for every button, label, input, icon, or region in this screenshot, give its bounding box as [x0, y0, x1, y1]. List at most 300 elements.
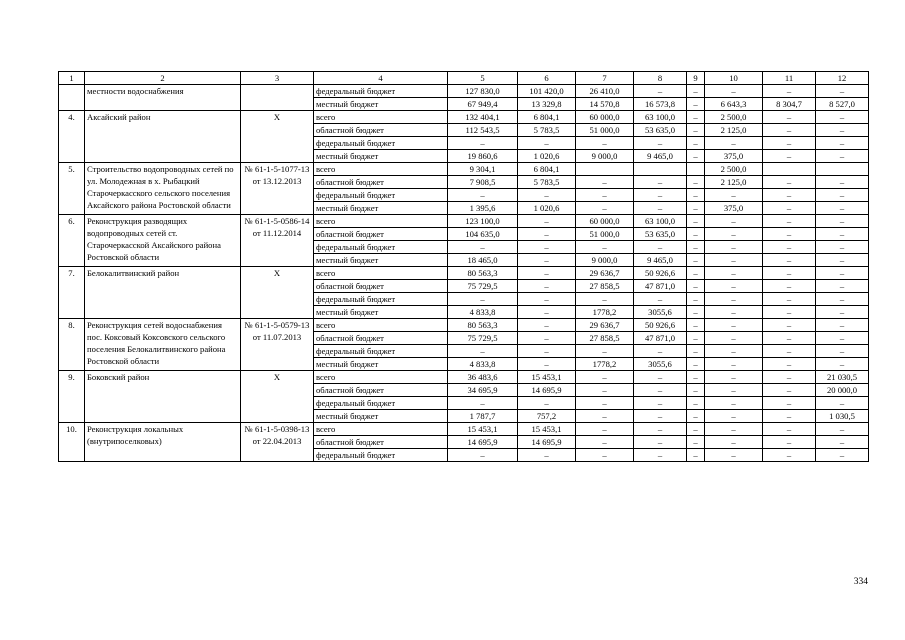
value-cell: – — [518, 293, 576, 306]
value-cell: 67 949,4 — [448, 98, 518, 111]
value-cell: 29 636,7 — [576, 267, 634, 280]
value-cell: – — [705, 267, 763, 280]
value-cell: – — [518, 332, 576, 345]
value-cell: – — [763, 254, 816, 267]
value-cell: – — [448, 397, 518, 410]
table-row — [59, 267, 869, 280]
value-cell: – — [763, 176, 816, 189]
value-cell: 1 020,6 — [518, 202, 576, 215]
value-cell: 19 860,6 — [448, 150, 518, 163]
value-cell: 3055,6 — [634, 306, 687, 319]
header-cell: 9 — [687, 72, 705, 85]
value-cell: – — [763, 410, 816, 423]
value-cell: 101 420,0 — [518, 85, 576, 98]
value-cell: – — [687, 85, 705, 98]
value-cell: – — [705, 371, 763, 384]
value-cell: – — [705, 423, 763, 436]
value-cell: – — [448, 189, 518, 202]
header-cell: 6 — [518, 72, 576, 85]
budget-source-cell: местный бюджет — [314, 306, 448, 319]
value-cell: – — [634, 85, 687, 98]
value-cell: – — [687, 267, 705, 280]
value-cell: 15 453,1 — [448, 423, 518, 436]
budget-source-cell: областной бюджет — [314, 176, 448, 189]
table-row — [59, 371, 869, 384]
value-cell: – — [634, 241, 687, 254]
value-cell: – — [705, 254, 763, 267]
value-cell: – — [448, 137, 518, 150]
value-cell: 2 500,0 — [705, 163, 763, 176]
value-cell: 5 783,5 — [518, 176, 576, 189]
value-cell: – — [763, 267, 816, 280]
budget-source-cell: областной бюджет — [314, 228, 448, 241]
value-cell: – — [763, 137, 816, 150]
value-cell: – — [687, 410, 705, 423]
value-cell: – — [816, 150, 869, 163]
value-cell: – — [705, 332, 763, 345]
value-cell: – — [705, 293, 763, 306]
value-cell: – — [634, 397, 687, 410]
value-cell: – — [576, 423, 634, 436]
value-cell: – — [763, 358, 816, 371]
budget-source-cell: местный бюджет — [314, 98, 448, 111]
value-cell: – — [634, 137, 687, 150]
budget-source-cell: всего — [314, 423, 448, 436]
value-cell: – — [687, 384, 705, 397]
value-cell — [576, 163, 634, 176]
value-cell: 16 573,8 — [634, 98, 687, 111]
table-row — [59, 163, 869, 176]
value-cell: – — [705, 280, 763, 293]
value-cell: – — [705, 449, 763, 462]
value-cell: – — [705, 306, 763, 319]
value-cell: – — [634, 436, 687, 449]
value-cell: – — [687, 202, 705, 215]
value-cell: – — [518, 280, 576, 293]
value-cell: 21 030,5 — [816, 371, 869, 384]
value-cell: – — [763, 319, 816, 332]
value-cell: – — [518, 358, 576, 371]
value-cell: – — [634, 410, 687, 423]
value-cell: – — [763, 397, 816, 410]
value-cell: – — [763, 332, 816, 345]
value-cell: 15 453,1 — [518, 371, 576, 384]
header-cell: 1 — [59, 72, 85, 85]
value-cell: – — [634, 189, 687, 202]
item-number: 9. — [59, 371, 85, 423]
value-cell: – — [816, 423, 869, 436]
value-cell: 1 787,7 — [448, 410, 518, 423]
value-cell: – — [763, 215, 816, 228]
budget-source-cell: федеральный бюджет — [314, 189, 448, 202]
value-cell: 60 000,0 — [576, 215, 634, 228]
budget-source-cell: всего — [314, 371, 448, 384]
value-cell: – — [687, 137, 705, 150]
value-cell: – — [687, 215, 705, 228]
value-cell: 1 030,5 — [816, 410, 869, 423]
item-reference: Х — [241, 267, 314, 319]
table-row — [59, 423, 869, 436]
value-cell: – — [687, 423, 705, 436]
value-cell: – — [705, 410, 763, 423]
value-cell: – — [763, 449, 816, 462]
value-cell: 75 729,5 — [448, 332, 518, 345]
budget-source-cell: местный бюджет — [314, 358, 448, 371]
item-number: 8. — [59, 319, 85, 371]
value-cell: 3055,6 — [634, 358, 687, 371]
value-cell: 47 871,0 — [634, 280, 687, 293]
value-cell: 50 926,6 — [634, 267, 687, 280]
value-cell: – — [816, 319, 869, 332]
value-cell: 2 500,0 — [705, 111, 763, 124]
header-cell: 11 — [763, 72, 816, 85]
value-cell: – — [634, 423, 687, 436]
value-cell: 132 404,1 — [448, 111, 518, 124]
value-cell: – — [816, 436, 869, 449]
budget-source-cell: областной бюджет — [314, 332, 448, 345]
value-cell: – — [518, 449, 576, 462]
value-cell: – — [576, 202, 634, 215]
value-cell: – — [816, 215, 869, 228]
value-cell: – — [576, 436, 634, 449]
value-cell: 18 465,0 — [448, 254, 518, 267]
item-reference: Х — [241, 111, 314, 163]
value-cell: – — [705, 189, 763, 202]
value-cell: 20 000,0 — [816, 384, 869, 397]
budget-source-cell: федеральный бюджет — [314, 449, 448, 462]
budget-source-cell: федеральный бюджет — [314, 137, 448, 150]
item-reference — [241, 85, 314, 111]
budget-source-cell: местный бюджет — [314, 410, 448, 423]
item-reference: № 61-1-5-0579-13 от 11.07.2013 — [241, 319, 314, 371]
value-cell: 75 729,5 — [448, 280, 518, 293]
value-cell: – — [448, 345, 518, 358]
value-cell: 9 465,0 — [634, 254, 687, 267]
header-cell: 12 — [816, 72, 869, 85]
value-cell: – — [687, 228, 705, 241]
value-cell: 1778,2 — [576, 306, 634, 319]
value-cell: – — [816, 449, 869, 462]
value-cell: – — [763, 124, 816, 137]
value-cell: – — [763, 306, 816, 319]
value-cell: – — [518, 319, 576, 332]
budget-source-cell: местный бюджет — [314, 254, 448, 267]
value-cell: 27 858,5 — [576, 280, 634, 293]
item-name: Боковский район — [85, 371, 241, 423]
value-cell: – — [634, 202, 687, 215]
value-cell: 50 926,6 — [634, 319, 687, 332]
value-cell: – — [634, 449, 687, 462]
value-cell: – — [518, 241, 576, 254]
value-cell: – — [448, 241, 518, 254]
value-cell: 9 000,0 — [576, 150, 634, 163]
value-cell: – — [687, 293, 705, 306]
value-cell: – — [687, 306, 705, 319]
value-cell: – — [518, 397, 576, 410]
value-cell: – — [518, 267, 576, 280]
value-cell: – — [763, 436, 816, 449]
value-cell: – — [705, 319, 763, 332]
item-name: Строительство водопроводных сетей по ул. Молодежная в х. Рыбацкий Старочеркасского сельского поселения Аксайского района Ростовской области — [85, 163, 241, 215]
value-cell: 36 483,6 — [448, 371, 518, 384]
value-cell: 60 000,0 — [576, 111, 634, 124]
value-cell: 757,2 — [518, 410, 576, 423]
budget-source-cell: областной бюджет — [314, 124, 448, 137]
value-cell: 53 635,0 — [634, 124, 687, 137]
header-cell: 8 — [634, 72, 687, 85]
budget-source-cell: всего — [314, 163, 448, 176]
value-cell: – — [448, 449, 518, 462]
item-reference: Х — [241, 371, 314, 423]
value-cell: – — [705, 241, 763, 254]
value-cell — [763, 163, 816, 176]
value-cell: 9 465,0 — [634, 150, 687, 163]
value-cell: – — [576, 189, 634, 202]
value-cell: 9 304,1 — [448, 163, 518, 176]
value-cell: – — [518, 306, 576, 319]
header-cell: 5 — [448, 72, 518, 85]
item-number: 10. — [59, 423, 85, 462]
value-cell: – — [576, 410, 634, 423]
value-cell: – — [518, 345, 576, 358]
value-cell: – — [448, 293, 518, 306]
value-cell: 53 635,0 — [634, 228, 687, 241]
value-cell: – — [816, 137, 869, 150]
budget-source-cell: областной бюджет — [314, 384, 448, 397]
value-cell: – — [763, 241, 816, 254]
value-cell: 34 695,9 — [448, 384, 518, 397]
value-cell: – — [763, 384, 816, 397]
budget-source-cell: всего — [314, 111, 448, 124]
value-cell: 2 125,0 — [705, 124, 763, 137]
value-cell: – — [816, 202, 869, 215]
value-cell: – — [576, 137, 634, 150]
value-cell: – — [763, 345, 816, 358]
value-cell: 51 000,0 — [576, 228, 634, 241]
value-cell: – — [816, 176, 869, 189]
item-reference: № 61-1-5-1077-13 от 13.12.2013 — [241, 163, 314, 215]
value-cell: – — [816, 280, 869, 293]
budget-source-cell: местный бюджет — [314, 202, 448, 215]
value-cell: – — [705, 228, 763, 241]
value-cell: – — [687, 332, 705, 345]
value-cell: 375,0 — [705, 150, 763, 163]
value-cell: – — [705, 345, 763, 358]
value-cell: 1 020,6 — [518, 150, 576, 163]
value-cell: 6 804,1 — [518, 163, 576, 176]
value-cell: – — [687, 436, 705, 449]
budget-source-cell: федеральный бюджет — [314, 85, 448, 98]
value-cell: – — [518, 254, 576, 267]
value-cell: – — [763, 280, 816, 293]
value-cell: – — [687, 124, 705, 137]
value-cell: – — [763, 228, 816, 241]
value-cell: – — [687, 358, 705, 371]
value-cell: 112 543,5 — [448, 124, 518, 137]
value-cell: – — [687, 345, 705, 358]
value-cell: – — [687, 449, 705, 462]
value-cell: – — [576, 176, 634, 189]
value-cell: – — [705, 85, 763, 98]
value-cell: – — [816, 397, 869, 410]
value-cell: – — [705, 137, 763, 150]
value-cell: – — [687, 176, 705, 189]
value-cell: 123 100,0 — [448, 215, 518, 228]
value-cell: 1778,2 — [576, 358, 634, 371]
value-cell: 63 100,0 — [634, 111, 687, 124]
value-cell: – — [705, 436, 763, 449]
budget-source-cell: федеральный бюджет — [314, 293, 448, 306]
budget-source-cell: всего — [314, 215, 448, 228]
value-cell: – — [816, 345, 869, 358]
value-cell: – — [763, 150, 816, 163]
table-row — [59, 319, 869, 332]
item-number: 4. — [59, 111, 85, 163]
value-cell: – — [816, 358, 869, 371]
value-cell: – — [763, 423, 816, 436]
document-page — [58, 71, 868, 462]
value-cell: 14 570,8 — [576, 98, 634, 111]
value-cell: – — [816, 332, 869, 345]
value-cell: – — [687, 189, 705, 202]
value-cell: – — [816, 111, 869, 124]
value-cell: – — [816, 124, 869, 137]
value-cell: – — [576, 449, 634, 462]
value-cell: – — [687, 319, 705, 332]
value-cell: 29 636,7 — [576, 319, 634, 332]
value-cell: – — [687, 371, 705, 384]
value-cell: – — [634, 345, 687, 358]
value-cell — [634, 163, 687, 176]
value-cell: 14 695,9 — [448, 436, 518, 449]
value-cell: – — [687, 280, 705, 293]
value-cell: – — [518, 215, 576, 228]
header-cell: 10 — [705, 72, 763, 85]
value-cell: – — [634, 371, 687, 384]
value-cell: 63 100,0 — [634, 215, 687, 228]
value-cell: – — [763, 189, 816, 202]
value-cell: – — [763, 111, 816, 124]
table-row — [59, 215, 869, 228]
item-number — [59, 85, 85, 111]
value-cell — [816, 163, 869, 176]
budget-table — [58, 71, 869, 462]
header-cell: 3 — [241, 72, 314, 85]
value-cell: – — [816, 306, 869, 319]
header-row — [59, 72, 869, 85]
value-cell: – — [763, 85, 816, 98]
value-cell: – — [816, 267, 869, 280]
value-cell: 80 563,3 — [448, 267, 518, 280]
budget-source-cell: областной бюджет — [314, 280, 448, 293]
value-cell: – — [634, 176, 687, 189]
header-cell: 4 — [314, 72, 448, 85]
value-cell: – — [816, 254, 869, 267]
value-cell: 14 695,9 — [518, 384, 576, 397]
item-name: Белокалитвинский район — [85, 267, 241, 319]
value-cell: 104 635,0 — [448, 228, 518, 241]
value-cell: – — [518, 228, 576, 241]
value-cell: – — [518, 137, 576, 150]
value-cell: 15 453,1 — [518, 423, 576, 436]
page-number: 334 — [853, 577, 868, 587]
budget-source-cell: всего — [314, 319, 448, 332]
value-cell: 2 125,0 — [705, 176, 763, 189]
value-cell: – — [518, 189, 576, 202]
value-cell: – — [576, 293, 634, 306]
budget-source-cell: областной бюджет — [314, 436, 448, 449]
value-cell: – — [576, 384, 634, 397]
item-name: Реконструкция сетей водоснабжения пос. Коксовый Коксовского сельского поселения Белокалитвинского района Ростовской области — [85, 319, 241, 371]
value-cell: – — [687, 150, 705, 163]
value-cell: – — [634, 293, 687, 306]
value-cell: – — [705, 384, 763, 397]
value-cell: 375,0 — [705, 202, 763, 215]
value-cell: – — [576, 241, 634, 254]
value-cell: 5 783,5 — [518, 124, 576, 137]
value-cell: – — [634, 384, 687, 397]
value-cell: 8 304,7 — [763, 98, 816, 111]
value-cell: – — [687, 111, 705, 124]
value-cell: 8 527,0 — [816, 98, 869, 111]
value-cell: – — [763, 293, 816, 306]
value-cell: 51 000,0 — [576, 124, 634, 137]
value-cell: – — [816, 189, 869, 202]
value-cell: – — [816, 241, 869, 254]
value-cell: – — [763, 202, 816, 215]
value-cell: 26 410,0 — [576, 85, 634, 98]
header-cell: 2 — [85, 72, 241, 85]
value-cell: – — [687, 254, 705, 267]
table-row — [59, 111, 869, 124]
value-cell: 13 329,8 — [518, 98, 576, 111]
budget-source-cell: федеральный бюджет — [314, 345, 448, 358]
value-cell: 6 804,1 — [518, 111, 576, 124]
value-cell: – — [687, 241, 705, 254]
value-cell: – — [687, 98, 705, 111]
value-cell: 14 695,9 — [518, 436, 576, 449]
item-number: 7. — [59, 267, 85, 319]
value-cell: 80 563,3 — [448, 319, 518, 332]
value-cell: 7 908,5 — [448, 176, 518, 189]
value-cell: 127 830,0 — [448, 85, 518, 98]
value-cell: – — [576, 345, 634, 358]
value-cell: – — [705, 215, 763, 228]
value-cell: 4 833,8 — [448, 306, 518, 319]
budget-source-cell: всего — [314, 267, 448, 280]
item-name: Реконструкция локальных (внутрипоселковых) — [85, 423, 241, 462]
value-cell: 4 833,8 — [448, 358, 518, 371]
header-cell: 7 — [576, 72, 634, 85]
value-cell — [687, 163, 705, 176]
item-name: местности водоснабжения — [85, 85, 241, 111]
item-name: Аксайский район — [85, 111, 241, 163]
value-cell: – — [816, 228, 869, 241]
item-reference: № 61-1-5-0586-14 от 11.12.2014 — [241, 215, 314, 267]
value-cell: – — [705, 358, 763, 371]
item-reference: № 61-1-5-0398-13 от 22.04.2013 — [241, 423, 314, 462]
value-cell: 47 871,0 — [634, 332, 687, 345]
value-cell: – — [576, 371, 634, 384]
budget-source-cell: федеральный бюджет — [314, 397, 448, 410]
value-cell: – — [816, 85, 869, 98]
budget-source-cell: местный бюджет — [314, 150, 448, 163]
budget-source-cell: федеральный бюджет — [314, 241, 448, 254]
value-cell: – — [576, 397, 634, 410]
item-number: 5. — [59, 163, 85, 215]
value-cell: – — [763, 371, 816, 384]
item-name: Реконструкция разводящих водопроводных сетей ст. Старочеркасской Аксайского района Ростовской области — [85, 215, 241, 267]
